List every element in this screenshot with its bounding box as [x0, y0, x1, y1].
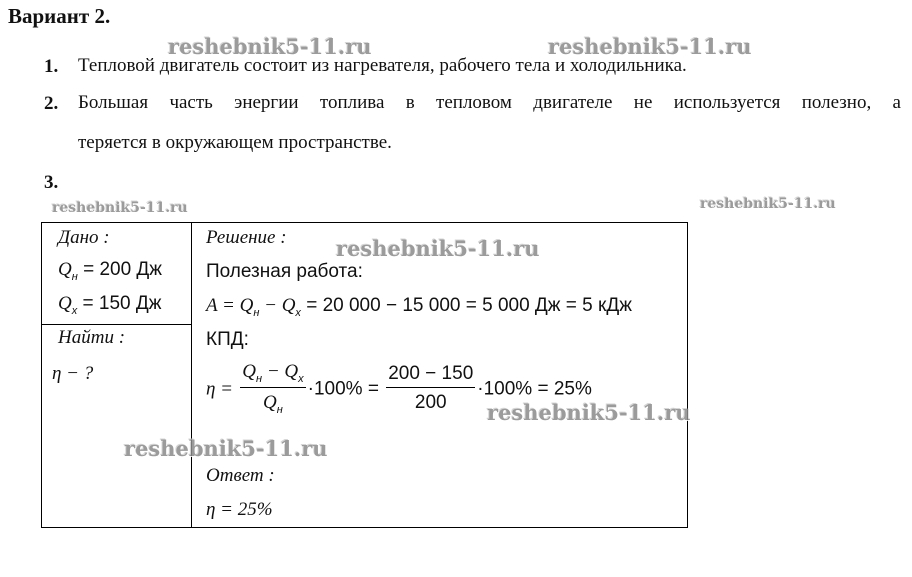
given-label: Дано : — [58, 227, 110, 248]
item-text-continued: теряется в окружающем пространстве. — [78, 132, 392, 153]
work-formula: $A = Q_н - Q_х = 20$ 000 − 15 000 = 5 000 Дж = 5 кДж — [206, 295, 632, 319]
efficiency-label: КПД: — [206, 329, 249, 350]
find-value: η − ? — [52, 363, 94, 384]
fraction-symbolic: $\frac{Q_н - Q_х}{Q_н}$ — [242, 361, 304, 416]
fraction-numeric: $\frac{200 - 150}{200}$ — [388, 363, 474, 413]
watermark: reshebnik5-11.ru — [700, 196, 836, 212]
page-heading: Вариант 2. — [8, 4, 111, 28]
watermark: reshebnik5-11.ru — [124, 436, 328, 461]
given-heat-heater: $Q_н = 200$ Дж — [58, 259, 163, 283]
item-text: Большая часть энергии топлива в тепловом двигателе не используется полезно, а — [78, 92, 901, 113]
answer-label: Ответ : — [206, 465, 275, 486]
efficiency-formula: η = $\frac{Q_н - Q_х}{Q_н}$ ·100% = $\frac{200 - 150}{200}$ ·100% = 25% — [206, 359, 592, 420]
useful-work-label: Полезная работа: — [206, 261, 363, 282]
watermark: reshebnik5-11.ru — [336, 236, 540, 261]
watermark: reshebnik5-11.ru — [548, 34, 752, 59]
watermark: reshebnik5-11.ru — [487, 400, 691, 425]
row-divider — [42, 324, 192, 325]
item-text: Тепловой двигатель состоит из нагревателя, рабочего тела и холодильника. — [78, 55, 687, 76]
item-number: 2. — [44, 93, 59, 114]
solution-table — [41, 222, 688, 528]
item-number: 1. — [44, 56, 59, 77]
solution-label: Решение : — [206, 227, 287, 248]
watermark: reshebnik5-11.ru — [52, 200, 188, 216]
given-heat-cooler: $Q_х = 150$ Дж — [58, 293, 162, 317]
item-number: 3. — [44, 172, 59, 193]
find-label: Найти : — [58, 327, 126, 348]
answer-value: η = 25% — [206, 499, 273, 520]
column-divider — [191, 223, 192, 527]
watermark: reshebnik5-11.ru — [168, 34, 372, 59]
